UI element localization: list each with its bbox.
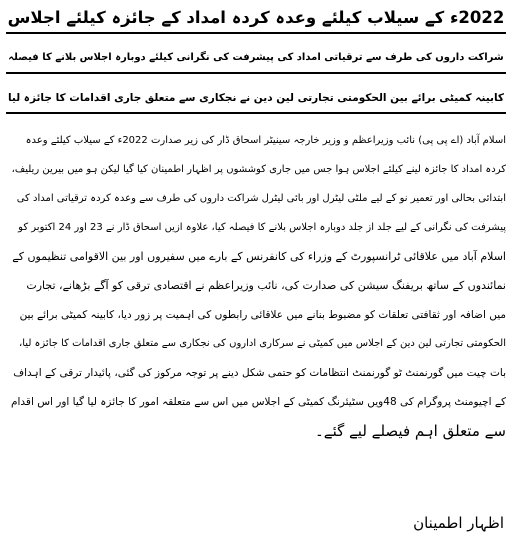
body-line: میں اضافہ اور ثقافتی تعلقات کو مضبوط بنانے میں علاقائی رابطوں کی اہمیت پر زور دیا، کابینہ کمیٹی برائے بین	[19, 309, 506, 321]
body-line: کے اچیومنٹ پروگرام کی 48ویں سٹیئرنگ کمیٹی کے اجلاس میں اس سے متعلقہ امور کا جائزہ لیا گیا اور اس اقدام	[11, 396, 506, 408]
headline-2: شراکت داروں کی طرف سے ترقیاتی امداد کی پیشرفت کی نگرانی کیلئے دوبارہ اجلاس بلانے کا فیصلہ	[6, 44, 506, 74]
signoff: اظہار اطمینان	[413, 514, 504, 532]
body-line: بات چیت میں گورنمنٹ ٹو گورنمنٹ انتظامات کو حتمی شکل دینے پر توجہ مرکوز کی گئی، پائیدار ترقی کے اہداف	[13, 367, 506, 379]
body-line: نمائندوں کے ساتھ بریفنگ سیشن کی صدارت کی، نائب وزیراعظم نے اقتصادی ترقی کو آگے بڑھانے، تجارت	[26, 279, 506, 292]
body-line: الحکومتی تجارتی لین دین کے اجلاس میں کمیٹی نے سرکاری اداروں کی نجکاری سے متعلق جاری اقدامات کا جائزہ لیا،	[19, 338, 506, 349]
body-line: سے متعلق اہم فیصلے لیے گئے۔	[314, 422, 506, 440]
headline-3: کابینہ کمیٹی برائے بین الحکومتی تجارتی لین دین نے نجکاری سے متعلق جاری اقدامات کا جائزہ لیا	[6, 84, 506, 114]
body-line: ابتدائی بحالی اور تعمیر نو کے لیے ملٹی لیٹرل اور بائی لیٹرل شراکت داروں کی طرف سے وعدہ کردہ ترقیاتی امداد کی	[16, 193, 506, 204]
body-line: پیشرفت کی نگرانی کے لیے جلد از جلد دوبارہ اجلاس بلانے کا فیصلہ کیا، علاوہ ازیں اسحاق ڈار نے 23 اور 24 اکتوبر کو	[18, 222, 506, 233]
body-line: اسلام آباد (اے پی پی) نائب وزیراعظم و وزیر خارجہ سینیٹر اسحاق ڈار کی زیر صدارت 2022ء کے سیلاب کیلئے وعدہ	[25, 135, 506, 146]
body-line: کردہ امداد کا جائزہ لینے کیلئے اجلاس ہوا جس میں جاری کوششوں پر اظہار اطمینان کیا گیا لیکن ہو میں بیرین ریلیف،	[11, 164, 506, 175]
headline-1: 2022ء کے سیلاب کیلئے وعدہ کردہ امداد کے جائزہ کیلئے اجلاس	[6, 4, 506, 34]
body-line: اسلام آباد میں علاقائی ٹرانسپورٹ کے وزراء کی کانفرنس کے بارے میں سفیروں اور بین الاقوامی تنظیموں کے	[12, 250, 506, 263]
